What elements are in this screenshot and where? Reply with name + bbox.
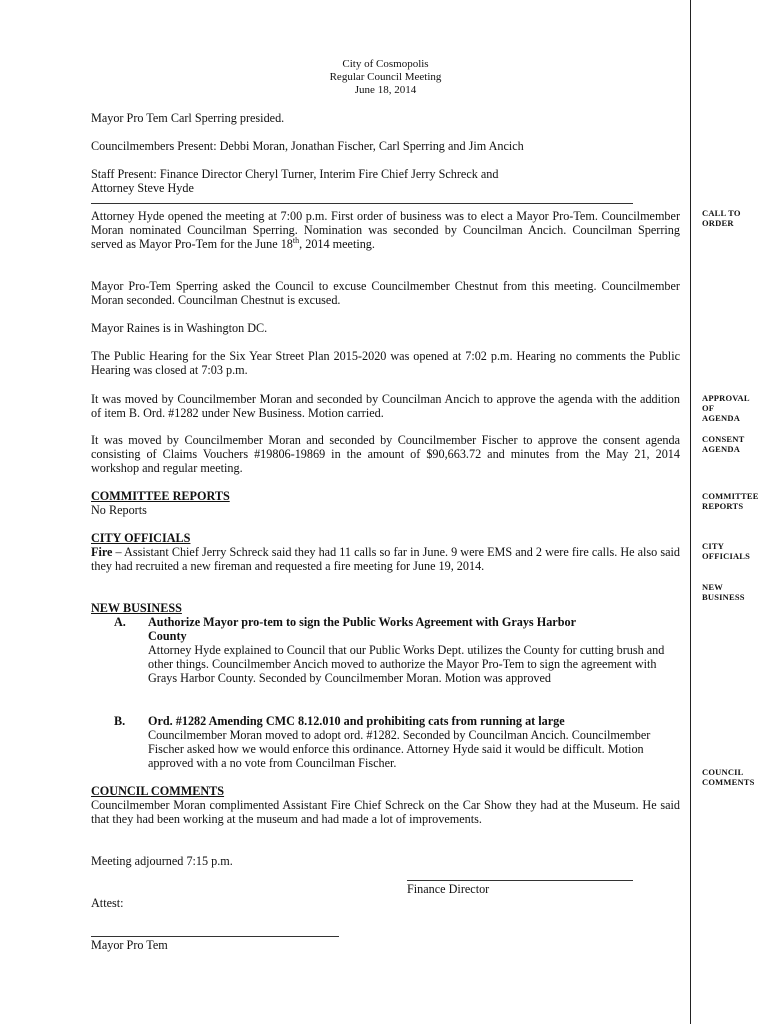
meeting-date: June 18, 2014	[354, 84, 417, 96]
approval-agenda-paragraph: It was moved by Councilmember Moran and seconded by Councilman Ancich to approve the agenda with the addition of item B. Ord. #1282 under New Business. Motion carried.	[91, 392, 680, 420]
sidebar-label-line: COMMITTEE	[702, 491, 759, 501]
fire-report-paragraph	[91, 545, 680, 573]
sidebar-consent-agenda	[702, 434, 770, 454]
fire-report-text: – Assistant Chief Jerry Schreck said they had 11 calls so far in June. 9 were EMS and 2 were fire calls. He also said they had recruited a new fireman and requested a fire meeting for June 19, 2014.	[91, 545, 680, 573]
sidebar-label-line: REPORTS	[702, 501, 744, 511]
margin-divider-line	[690, 0, 691, 1024]
council-comments-heading: COUNCIL COMMENTS	[91, 784, 225, 798]
sidebar-label-line: ORDER	[702, 218, 734, 228]
committee-reports-heading: COMMITTEE REPORTS	[91, 489, 230, 503]
consent-agenda-paragraph: It was moved by Councilmember Moran and seconded by Councilmember Fischer to approve the consent agenda consisting of Claims Vouchers #19806-19869 in the amount of $90,663.72 and minutes from the May 21, 2014 workshop and regular meeting.	[91, 433, 680, 475]
item-b-letter: B.	[114, 714, 126, 728]
item-a-text: Attorney Hyde explained to Council that our Public Works Dept. utilizes the County for cutting brush and other things. Councilmember Ancich moved to authorize the Mayor Pro-Tem to sign the agreement with Grays Harbor County. Seconded by Councilmember Moran. Motion was approved	[148, 643, 665, 685]
fire-label: Fire	[91, 545, 113, 559]
item-a-title	[148, 615, 680, 643]
finance-director-label: Finance Director	[407, 882, 490, 896]
city-name: City of Cosmopolis	[342, 58, 429, 70]
sidebar-label-line: OFFICIALS	[702, 551, 751, 561]
staff-present	[91, 167, 680, 195]
section-divider	[91, 203, 633, 204]
attest-label: Attest:	[91, 896, 124, 910]
new-business-heading: NEW BUSINESS	[91, 601, 182, 615]
sidebar-new-business	[702, 582, 770, 602]
call-to-order-paragraph	[91, 209, 680, 251]
sidebar-label-line: COMMENTS	[702, 777, 755, 787]
ordinal-suffix: th	[292, 235, 300, 245]
meeting-type: Regular Council Meeting	[329, 71, 442, 83]
item-a-letter: A.	[114, 615, 126, 629]
sidebar-label-line: CONSENT	[702, 434, 745, 444]
sidebar-label-line: CITY	[702, 541, 725, 551]
sidebar-label-line: OF	[702, 403, 715, 413]
city-officials-heading: CITY OFFICIALS	[91, 531, 191, 545]
mayor-signature-line	[91, 936, 339, 937]
sidebar-label-line: CALL TO	[702, 208, 741, 218]
item-a-title-line2: County	[148, 629, 187, 643]
sidebar-city-officials	[702, 541, 770, 561]
finance-director-signature-line	[407, 880, 633, 881]
sidebar-label-line: AGENDA	[702, 413, 741, 423]
item-b-text: Councilmember Moran moved to adopt ord. #1282. Seconded by Councilman Ancich. Councilmember Fischer asked how we would enforce this ordinance. Attorney Hyde said it would be difficult. Motion approved with a no vote from Councilman Fischer.	[148, 728, 651, 770]
sidebar-label-line: AGENDA	[702, 444, 741, 454]
sidebar-label-line: NEW	[702, 582, 723, 592]
sidebar-council-comments	[702, 767, 770, 787]
presided-line: Mayor Pro Tem Carl Sperring presided.	[91, 111, 285, 125]
call-to-order-text-b: , 2014 meeting.	[299, 237, 375, 251]
call-to-order-text-a: Attorney Hyde opened the meeting at 7:00 p.m. First order of business was to elect a Mayor Pro-Tem. Councilmember Moran nominated Councilman Sperring. Nomination was seconded by Councilman Ancich. Councilman Sperring served as Mayor Pro-Tem for the June 18	[91, 209, 680, 251]
staff-present-line2: Attorney Steve Hyde	[91, 181, 194, 195]
council-comments-text: Councilmember Moran complimented Assistant Fire Chief Schreck on the Car Show they had at the Museum. He said that they had been working at the museum and had made a lot of improvements.	[91, 798, 680, 826]
mayor-pro-tem-label: Mayor Pro Tem	[91, 938, 168, 952]
adjourned-line: Meeting adjourned 7:15 p.m.	[91, 854, 233, 868]
sidebar-label-line: APPROVAL	[702, 393, 750, 403]
sidebar-committee-reports	[702, 491, 770, 511]
staff-present-line1: Staff Present: Finance Director Cheryl Turner, Interim Fire Chief Jerry Schreck and	[91, 167, 499, 181]
item-a-title-line1: Authorize Mayor pro-tem to sign the Public Works Agreement with Grays Harbor	[148, 615, 576, 629]
sidebar-label-line: BUSINESS	[702, 592, 745, 602]
committee-reports-text: No Reports	[91, 503, 147, 517]
sidebar-label-line: COUNCIL	[702, 767, 744, 777]
councilmembers-present: Councilmembers Present: Debbi Moran, Jonathan Fischer, Carl Sperring and Jim Ancich	[91, 139, 524, 153]
public-hearing-paragraph: The Public Hearing for the Six Year Street Plan 2015-2020 was opened at 7:02 p.m. Hearing no comments the Public Hearing was closed at 7:03 p.m.	[91, 349, 680, 377]
item-b-title: Ord. #1282 Amending CMC 8.12.010 and prohibiting cats from running at large	[148, 714, 565, 728]
excuse-paragraph: Mayor Pro-Tem Sperring asked the Council to excuse Councilmember Chestnut from this meeting. Councilmember Moran seconded. Councilman Chestnut is excused.	[91, 279, 680, 307]
document-header	[91, 58, 680, 97]
sidebar-call-to-order	[702, 208, 770, 228]
sidebar-approval-of-agenda	[702, 393, 770, 423]
mayor-paragraph: Mayor Raines is in Washington DC.	[91, 321, 268, 335]
